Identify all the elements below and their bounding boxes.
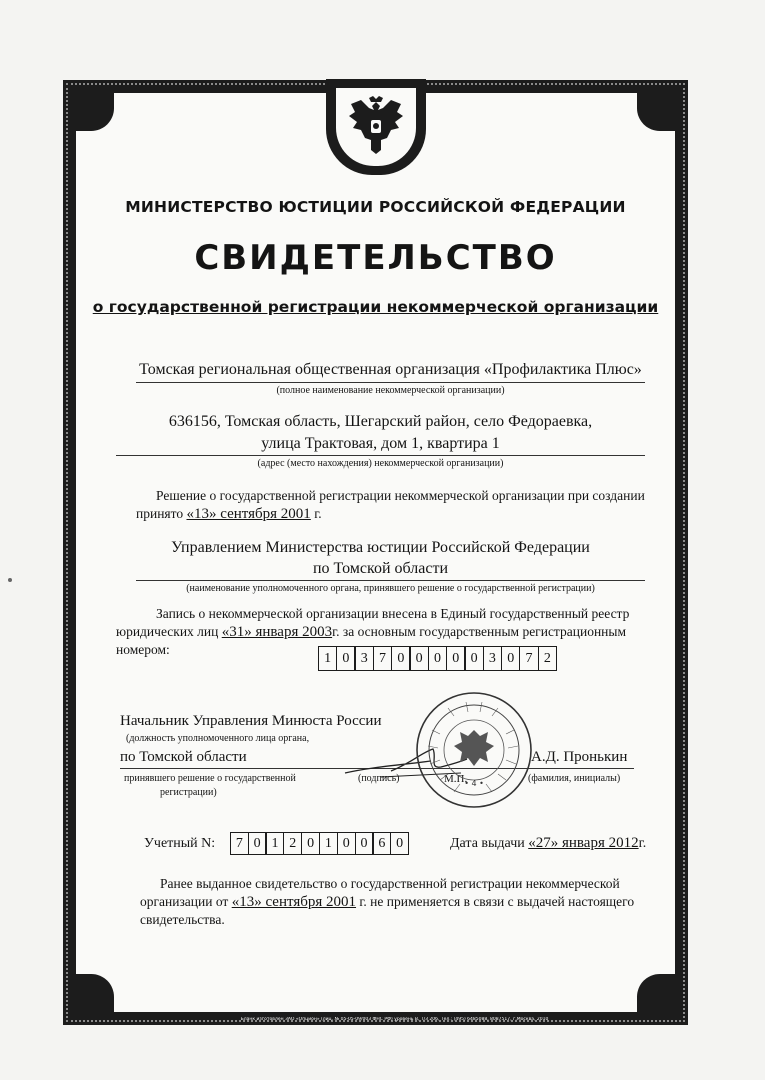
ogrn-number (319, 646, 557, 671)
document-frame (63, 80, 688, 1025)
ogrn-digit-cell: 0 (391, 646, 411, 671)
authority-line-2: по Томской области (312, 560, 449, 577)
issue-date-label: Дата выдачи (450, 836, 525, 851)
signatory-position-1: Начальник Управления Минюста России (120, 713, 382, 729)
previous-line-1: Ранее выданное свидетельство о государственной регистрации некоммерческой (160, 876, 620, 891)
account-digit-cell: 2 (283, 832, 302, 855)
issue-date-row (450, 835, 646, 852)
account-digit-cell: 0 (248, 832, 267, 855)
underline (116, 455, 645, 456)
signatory-position-caption-1: (должность уполномоченного лица органа, (126, 733, 310, 744)
signature-caption: (подпись) (358, 773, 400, 784)
decision-accepted-prefix: принято (136, 506, 184, 521)
official-seal (414, 690, 534, 810)
organization-name-caption: (полное наименование некоммерческой организации) (276, 385, 505, 396)
decision-suffix: г. (314, 506, 322, 521)
account-label: Учетный N: (144, 836, 216, 851)
ornament-corner (637, 974, 675, 1012)
signatory-position-2: по Томской области (120, 749, 247, 765)
ogrn-digit-cell: 2 (538, 646, 558, 671)
ogrn-digit-cell: 0 (409, 646, 429, 671)
account-digit-cell: 6 (372, 832, 391, 855)
signatory-name-caption: (фамилия, инициалы) (528, 773, 621, 784)
double-headed-eagle-icon (347, 96, 405, 158)
previous-line-2-prefix: организации от (140, 894, 229, 909)
account-digit-cell: 0 (355, 832, 374, 855)
address-line-2: улица Трактовая, дом 1, квартира 1 (261, 435, 500, 452)
ogrn-digit-cell: 3 (483, 646, 503, 671)
address-line-1: 636156, Томская область, Шегарский район, село Федораевка, (168, 413, 593, 430)
svg-text:• 4 •: • 4 • (464, 779, 484, 788)
signatory-position-caption-2: принявшего решение о государственной (124, 773, 296, 784)
ogrn-digit-cell: 0 (446, 646, 466, 671)
decision-text: Решение о государственной регистрации некоммерческой организации при создании (156, 488, 645, 503)
emblem-cartouche (326, 79, 426, 175)
address-caption: (адрес (место нахождения) некоммерческой организации) (257, 458, 504, 469)
record-text-2-suffix: г. за основным государственным регистрационным (332, 624, 627, 639)
authority-line-1: Управлением Министерства юстиции Российской Федерации (171, 539, 590, 556)
signatory-name: А.Д. Пронькин (531, 749, 628, 765)
ornament-corner (76, 974, 114, 1012)
record-date: «31» января 2003 (221, 624, 333, 640)
certificate-page (74, 91, 677, 1014)
account-digit-cell: 1 (319, 832, 338, 855)
previous-line-2-suffix: г. не применяется в связи с выдачей настоящего (359, 894, 635, 909)
issue-date: «27» января 2012 (528, 835, 639, 851)
previous-line-2 (140, 893, 634, 911)
document-subtitle: о государственной регистрации некоммерческой организации (92, 298, 659, 316)
underline (136, 580, 645, 581)
scan-speck (8, 578, 12, 582)
record-text-2 (116, 623, 626, 641)
document-title: СВИДЕТЕЛЬСТВО (194, 238, 557, 278)
account-digit-cell: 0 (390, 832, 409, 855)
ogrn-digit-cell: 0 (501, 646, 521, 671)
previous-date: «13» сентября 2001 (231, 894, 357, 910)
printer-footer: Бланк изготовлен ЗАО «Опцион» (лиц. № 05-05-09/003 ФНС РФ) уровень В, Т/З 206, Тел.: (495) 6485088, 8087517, г.Москва, 2010 (240, 1017, 549, 1022)
account-digit-cell: 0 (337, 832, 356, 855)
previous-line-3: свидетельства. (140, 912, 225, 927)
seal-caption: М.П. (444, 773, 468, 785)
underline (136, 382, 645, 383)
ogrn-digit-cell: 0 (428, 646, 448, 671)
ogrn-digit-cell: 7 (519, 646, 539, 671)
ogrn-digit-cell: 0 (464, 646, 484, 671)
record-text-3: номером: (116, 642, 170, 657)
authority-caption: (наименование уполномоченного органа, принявшего решение о государственной регистрации) (186, 583, 595, 594)
signatory-position-caption-3: регистрации) (160, 787, 217, 798)
decision-accepted (136, 505, 322, 523)
ministry-heading: МИНИСТЕРСТВО ЮСТИЦИИ РОССИЙСКОЙ ФЕДЕРАЦИИ (125, 198, 626, 216)
issue-date-suffix: г. (638, 836, 647, 851)
ornament-corner (637, 93, 675, 131)
organization-name: Томская региональная общественная организация «Профилактика Плюс» (139, 361, 642, 378)
ornament-corner (76, 93, 114, 131)
account-digit-cell: 7 (230, 832, 249, 855)
decision-date: «13» сентября 2001 (186, 506, 311, 522)
account-number (231, 832, 409, 855)
underline (524, 768, 634, 769)
ogrn-digit-cell: 1 (318, 646, 338, 671)
account-digit-cell: 0 (301, 832, 320, 855)
record-text-2-prefix: юридических лиц (116, 624, 219, 639)
record-text-1: Запись о некоммерческой организации внесена в Единый государственный реестр (156, 606, 630, 621)
ogrn-digit-cell: 7 (373, 646, 393, 671)
account-digit-cell: 1 (265, 832, 284, 855)
ogrn-digit-cell: 0 (336, 646, 356, 671)
ogrn-digit-cell: 3 (354, 646, 374, 671)
